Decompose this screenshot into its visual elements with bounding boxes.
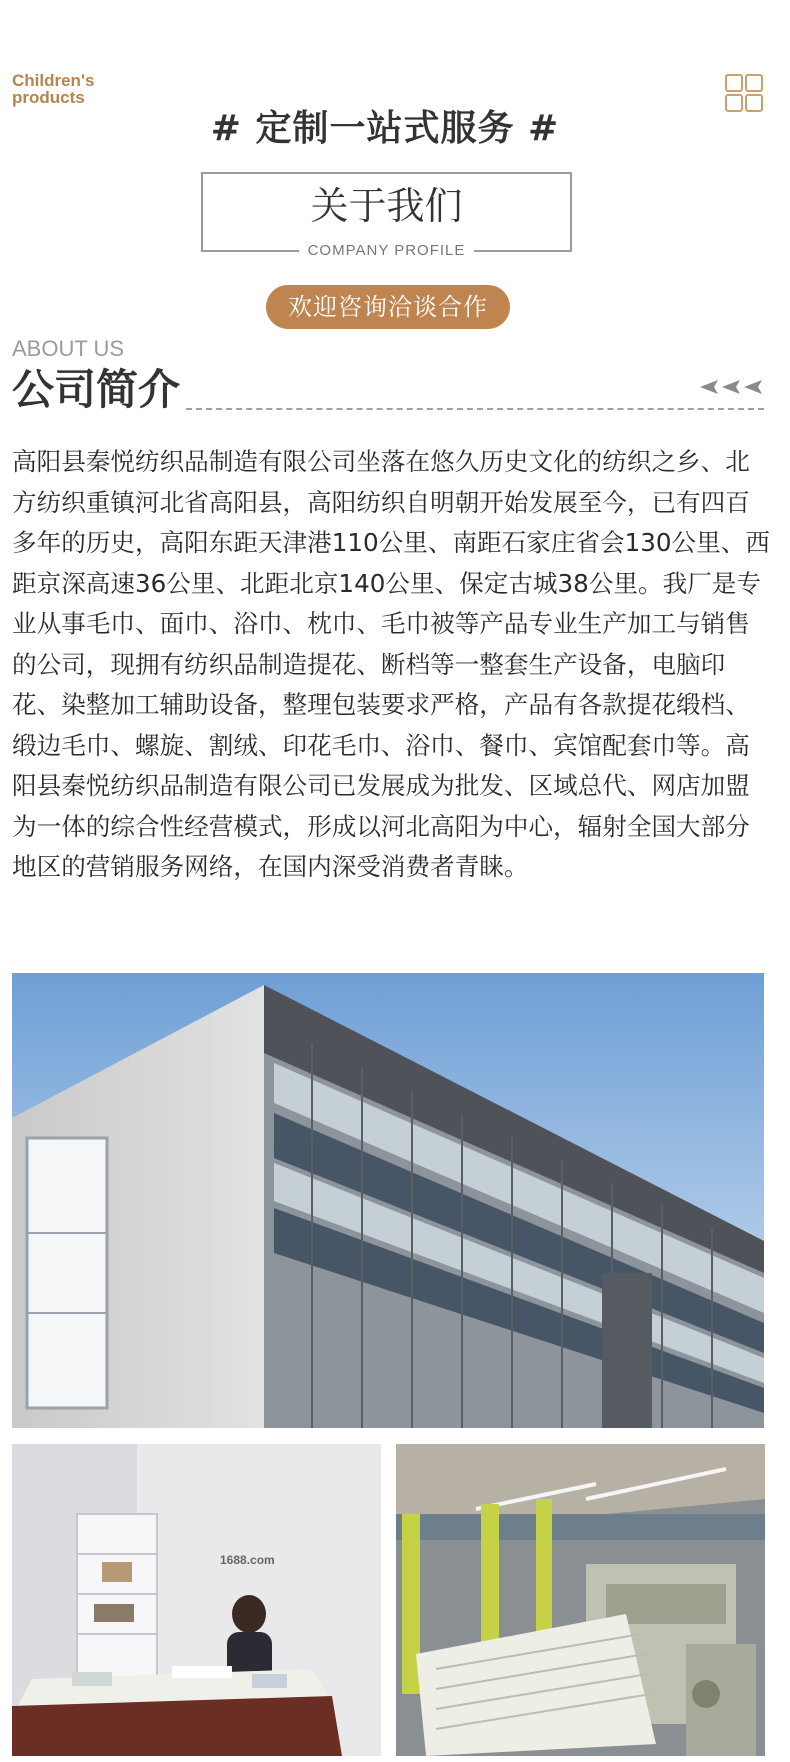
brand-logo [12,72,94,106]
brand-line2: products [12,88,85,107]
factory-building-photo [12,973,764,1428]
section-eyebrow: ABOUT US [12,336,125,361]
workshop-photo [396,1444,765,1756]
company-profile-label: COMPANY PROFILE [299,242,475,259]
consult-button[interactable]: 欢迎咨询洽谈合作 [266,285,510,329]
about-us-heading: 关于我们 [310,184,463,228]
brand-line1: Children's [12,71,95,90]
about-us-heading-box [201,172,572,259]
page-title: # 定制一站式服务 # [210,108,560,149]
section-title: 公司简介 [12,365,181,414]
company-intro-text: 高阳县秦悦纺织品制造有限公司坐落在悠久历史文化的纺织之乡、北方纺织重镇河北省高阳县，高阳纺织自明朝开始发展至今，已有四百多年的历史，高阳东距天津港110公里、南距石家庄省会130公里、西距京深高速36公里、北距北京140公里、保定古城38公里。我厂是专业从事毛巾、面巾、浴巾、枕巾、毛巾被等产品专业生产加工与销售的公司，现拥有纺织品制造提花、断档等一整套生产设备，电脑印花、染整加工辅助设备，整理包装要求严格，产品有各款提花缎档、缎边毛巾、螺旋、割绒、印花毛巾、浴巾、餐巾、宾馆配套巾等。高阳县秦悦纺织品制造有限公司已发展成为批发、区域总代、网店加盟为一体的综合性经营模式，形成以河北高阳为中心，辐射全国大部分地区的营销服务网络，在国内深受消费者青睐。 [12,447,770,881]
office-photo [12,1444,381,1756]
triple-left-arrow-icon [700,378,766,396]
section-divider [186,408,764,410]
watermark-text: 1688.com [220,1553,275,1567]
